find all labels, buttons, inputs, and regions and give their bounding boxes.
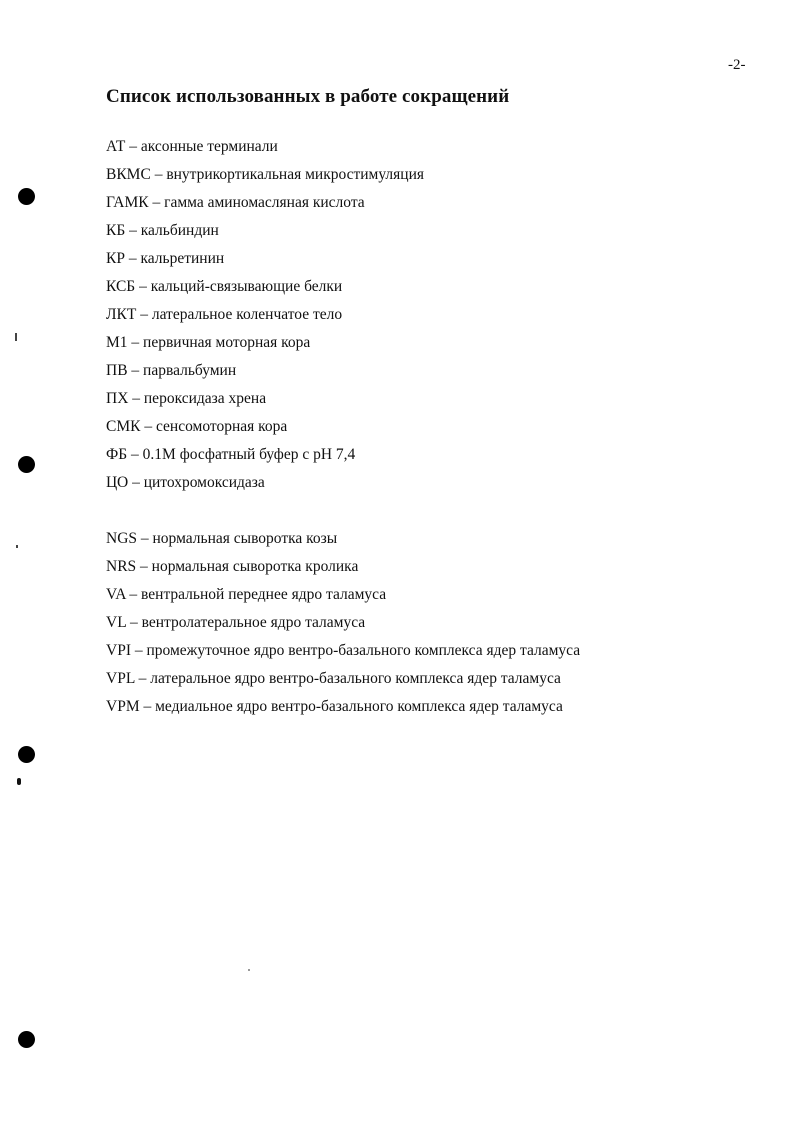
abbreviation-meaning: промежуточное ядро вентро-базального комплекса ядер таламуса: [146, 642, 581, 659]
abbreviation-separator: –: [125, 586, 142, 603]
abbreviation-meaning: латеральное ядро вентро-базального комплекса ядер таламуса: [150, 670, 561, 687]
abbreviation-meaning: кальретинин: [140, 250, 225, 267]
abbreviation-meaning: вентролатеральное ядро таламуса: [141, 614, 366, 631]
abbreviation-separator: –: [136, 306, 152, 323]
abbreviation-item: [106, 417, 424, 445]
abbreviation-term: ПВ: [106, 362, 128, 379]
abbreviation-item: [106, 305, 424, 333]
abbreviation-term: СМК: [106, 418, 141, 435]
abbreviation-term: VPL: [106, 670, 135, 687]
abbreviation-separator: –: [127, 334, 144, 351]
abbreviation-meaning: кальбиндин: [140, 222, 219, 239]
abbreviation-term: VL: [106, 614, 127, 631]
abbreviation-item: [106, 697, 580, 725]
abbreviation-meaning: медиальное ядро вентро-базального комплекса ядер таламуса: [155, 698, 563, 715]
abbreviation-meaning: внутрикортикальная микростимуляция: [166, 166, 425, 183]
abbreviation-item: [106, 669, 580, 697]
abbreviation-separator: –: [125, 138, 141, 155]
abbreviation-item: [106, 137, 424, 165]
abbreviation-separator: –: [137, 530, 153, 547]
abbreviation-term: NRS: [106, 558, 137, 575]
abbreviation-item: [106, 389, 424, 417]
abbreviation-separator: –: [124, 250, 141, 267]
abbreviation-meaning: первичная моторная кора: [143, 334, 311, 351]
abbreviation-item: [106, 193, 424, 221]
page-title: Список использованных в работе сокращений: [106, 86, 510, 107]
abbreviation-separator: –: [134, 670, 151, 687]
abbreviation-list-russian: [106, 137, 424, 501]
punch-hole-mark: [18, 1031, 35, 1048]
abbreviation-item: [106, 361, 424, 389]
abbreviation-term: NGS: [106, 530, 138, 547]
abbreviation-item: [106, 333, 424, 361]
abbreviation-item: [106, 585, 580, 613]
abbreviation-separator: –: [139, 698, 156, 715]
abbreviation-separator: –: [127, 362, 144, 379]
abbreviation-meaning: парвальбумин: [143, 362, 237, 379]
abbreviation-term: АТ: [106, 138, 126, 155]
abbreviation-meaning: пероксидаза хрена: [143, 390, 267, 407]
scan-speck: [16, 545, 18, 548]
abbreviation-term: ГАМК: [106, 194, 149, 211]
abbreviation-meaning: сенсомоторная кора: [155, 418, 288, 435]
abbreviation-term: VPM: [106, 698, 140, 715]
abbreviation-meaning: гамма аминомасляная кислота: [164, 194, 365, 211]
abbreviation-item: [106, 249, 424, 277]
abbreviation-term: ФБ: [106, 446, 128, 463]
scan-speck: [15, 333, 17, 341]
abbreviation-meaning: кальций-связывающие белки: [150, 278, 343, 295]
punch-hole-mark: [18, 188, 35, 205]
abbreviation-meaning: 0.1М фосфатный буфер с рН 7,4: [142, 446, 356, 463]
abbreviation-meaning: аксонные терминали: [140, 138, 278, 155]
scan-speck: [248, 969, 250, 971]
abbreviation-item: [106, 277, 424, 305]
abbreviation-item: [106, 473, 424, 501]
abbreviation-separator: –: [126, 614, 142, 631]
abbreviation-meaning: вентральной переднее ядро таламуса: [141, 586, 387, 603]
abbreviation-term: ВКМС: [106, 166, 151, 183]
abbreviation-separator: –: [128, 474, 144, 491]
abbreviation-separator: –: [125, 222, 141, 239]
abbreviation-term: М1: [106, 334, 128, 351]
abbreviation-item: [106, 529, 580, 557]
abbreviation-term: КР: [106, 250, 125, 267]
abbreviation-item: [106, 445, 424, 473]
abbreviation-meaning: цитохромоксидаза: [143, 474, 265, 491]
punch-hole-mark: [18, 456, 35, 473]
abbreviation-separator: –: [128, 390, 144, 407]
abbreviation-item: [106, 641, 580, 669]
abbreviation-meaning: латеральное коленчатое тело: [151, 306, 343, 323]
abbreviation-separator: –: [140, 418, 156, 435]
abbreviation-item: [106, 613, 580, 641]
abbreviation-term: КБ: [106, 222, 126, 239]
abbreviation-term: ЛКТ: [106, 306, 137, 323]
abbreviation-separator: –: [150, 166, 167, 183]
abbreviation-separator: –: [130, 642, 147, 659]
abbreviation-term: КСБ: [106, 278, 136, 295]
abbreviation-separator: –: [127, 446, 143, 463]
abbreviation-meaning: нормальная сыворотка козы: [152, 530, 338, 547]
abbreviation-separator: –: [148, 194, 165, 211]
punch-hole-mark: [18, 746, 35, 763]
abbreviation-separator: –: [135, 278, 151, 295]
abbreviation-term: VA: [106, 586, 126, 603]
abbreviation-term: ПХ: [106, 390, 129, 407]
abbreviation-list-latin: [106, 529, 580, 725]
abbreviation-item: [106, 221, 424, 249]
abbreviation-item: [106, 557, 580, 585]
abbreviation-term: ЦО: [106, 474, 129, 491]
page-number: -2-: [728, 57, 746, 73]
abbreviation-meaning: нормальная сыворотка кролика: [151, 558, 359, 575]
abbreviation-separator: –: [136, 558, 152, 575]
abbreviation-term: VPI: [106, 642, 131, 659]
abbreviation-item: [106, 165, 424, 193]
scan-speck: [17, 778, 21, 785]
